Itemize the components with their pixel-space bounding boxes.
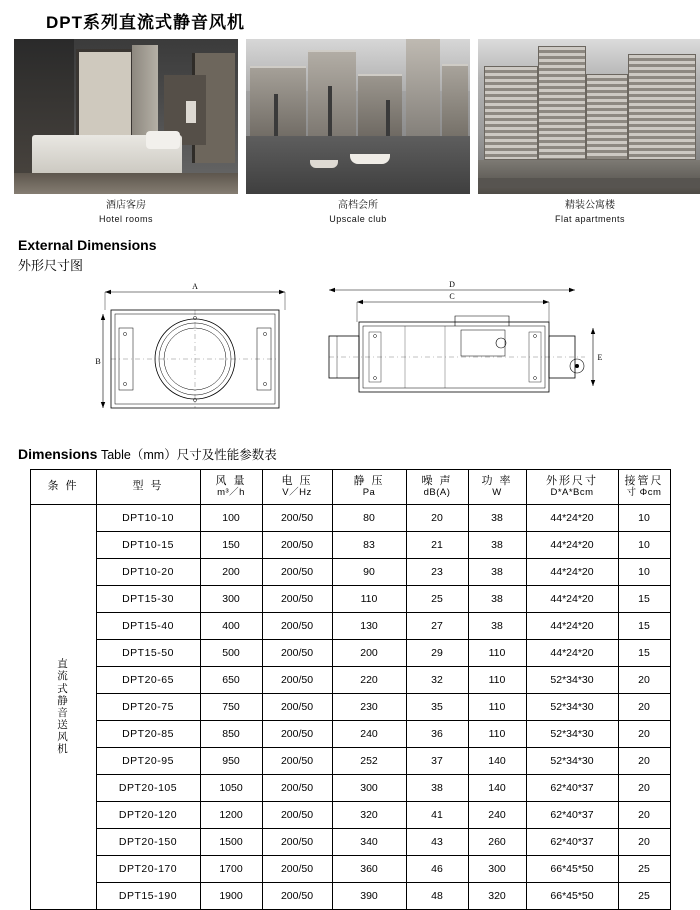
front-view-svg (95, 280, 295, 430)
cell-voltage: 200/50 (262, 720, 332, 747)
cell-voltage: 200/50 (262, 531, 332, 558)
cell-pipe-size: 25 (618, 855, 670, 882)
cell-model: DPT10-20 (96, 558, 200, 585)
photo-strip (14, 39, 686, 225)
cell-noise: 41 (406, 801, 468, 828)
photo-caption-cn: 酒店客房 (106, 200, 146, 211)
cell-voltage: 200/50 (262, 612, 332, 639)
cell-static-pressure: 320 (332, 801, 406, 828)
table-row (30, 882, 670, 909)
cell-model: DPT20-65 (96, 666, 200, 693)
cell-airflow: 950 (200, 747, 262, 774)
th-voltage: 电 压 V／Hz (262, 469, 332, 504)
cell-outer-size: 44*24*20 (526, 612, 618, 639)
th-condition: 条 件 (30, 469, 96, 504)
cell-voltage: 200/50 (262, 693, 332, 720)
cell-static-pressure: 90 (332, 558, 406, 585)
cell-pipe-size: 20 (618, 666, 670, 693)
table-row (30, 747, 670, 774)
cell-model: DPT15-40 (96, 612, 200, 639)
table-row (30, 774, 670, 801)
cell-static-pressure: 300 (332, 774, 406, 801)
table-row (30, 585, 670, 612)
table-row (30, 693, 670, 720)
table-row (30, 531, 670, 558)
cell-static-pressure: 83 (332, 531, 406, 558)
cell-airflow: 300 (200, 585, 262, 612)
cell-outer-size: 62*40*37 (526, 801, 618, 828)
cell-voltage: 200/50 (262, 666, 332, 693)
photo-caption-cn: 精装公寓楼 (565, 200, 615, 211)
photo-caption-en: Flat apartments (554, 213, 626, 224)
cell-airflow: 750 (200, 693, 262, 720)
cell-outer-size: 52*34*30 (526, 747, 618, 774)
cell-power: 260 (468, 828, 526, 855)
table-row (30, 828, 670, 855)
table-header-row (30, 469, 670, 504)
cell-static-pressure: 80 (332, 504, 406, 531)
cell-power: 38 (468, 612, 526, 639)
photo-caption-flat-apartments (478, 199, 700, 225)
cell-power: 38 (468, 585, 526, 612)
condition-label-char: 式 (57, 682, 69, 695)
cell-pipe-size: 10 (618, 531, 670, 558)
dimension-label-e: E (597, 352, 603, 362)
table-row (30, 855, 670, 882)
th-airflow: 风 量 m³／h (200, 469, 262, 504)
cell-voltage: 200/50 (262, 801, 332, 828)
cell-noise: 38 (406, 774, 468, 801)
cell-outer-size: 44*24*20 (526, 639, 618, 666)
table-row (30, 612, 670, 639)
cell-outer-size: 52*34*30 (526, 693, 618, 720)
cell-static-pressure: 360 (332, 855, 406, 882)
cell-voltage: 200/50 (262, 639, 332, 666)
photo-caption-upscale-club (246, 199, 470, 225)
photo-flat-apartments (478, 39, 700, 194)
th-static-pressure: 静 压 Pa (332, 469, 406, 504)
cell-outer-size: 44*24*20 (526, 531, 618, 558)
cell-outer-size: 44*24*20 (526, 504, 618, 531)
side-view-svg (305, 280, 605, 430)
cell-noise: 21 (406, 531, 468, 558)
cell-static-pressure: 110 (332, 585, 406, 612)
table-row (30, 639, 670, 666)
technical-drawings (14, 280, 686, 435)
photo-caption-en: Upscale club (329, 213, 387, 224)
cell-model: DPT20-120 (96, 801, 200, 828)
dimensions-heading-table-word: Table (100, 447, 131, 462)
cell-noise: 43 (406, 828, 468, 855)
cell-pipe-size: 15 (618, 612, 670, 639)
photo-hotel-rooms (14, 39, 238, 194)
dimensions-heading-en: Dimensions (18, 445, 98, 462)
cell-power: 110 (468, 693, 526, 720)
dimensions-heading-unit: （mm） (130, 447, 177, 462)
cell-model: DPT10-10 (96, 504, 200, 531)
cell-power: 140 (468, 747, 526, 774)
external-dimensions-heading-cn: 外形尺寸图 (18, 257, 84, 273)
condition-label-char: 送 (57, 718, 69, 731)
cell-static-pressure: 252 (332, 747, 406, 774)
photo-caption-cn: 高档会所 (338, 200, 378, 211)
cell-pipe-size: 25 (618, 882, 670, 909)
cell-pipe-size: 15 (618, 639, 670, 666)
cell-pipe-size: 15 (618, 585, 670, 612)
cell-airflow: 500 (200, 639, 262, 666)
cell-airflow: 1200 (200, 801, 262, 828)
cell-static-pressure: 240 (332, 720, 406, 747)
condition-label-char: 静 (57, 694, 69, 707)
cell-power: 300 (468, 855, 526, 882)
cell-model: DPT10-15 (96, 531, 200, 558)
table-row (30, 558, 670, 585)
cell-pipe-size: 20 (618, 693, 670, 720)
dimensions-heading-cn: 尺寸及性能参数表 (176, 447, 277, 462)
cell-airflow: 200 (200, 558, 262, 585)
cell-airflow: 400 (200, 612, 262, 639)
cell-voltage: 200/50 (262, 504, 332, 531)
photo-cell-upscale-club (246, 39, 470, 225)
table-row (30, 801, 670, 828)
photo-cell-flat-apartments (478, 39, 700, 225)
cell-voltage: 200/50 (262, 558, 332, 585)
condition-label-cell (30, 504, 96, 909)
cell-outer-size: 44*24*20 (526, 558, 618, 585)
cell-noise: 25 (406, 585, 468, 612)
dimension-label-a: A (192, 281, 198, 291)
dimension-label-c: C (449, 291, 455, 301)
cell-airflow: 1050 (200, 774, 262, 801)
condition-label-char: 直 (57, 658, 69, 671)
cell-outer-size: 62*40*37 (526, 828, 618, 855)
th-power: 功 率 W (468, 469, 526, 504)
cell-airflow: 850 (200, 720, 262, 747)
cell-pipe-size: 10 (618, 504, 670, 531)
cell-static-pressure: 220 (332, 666, 406, 693)
cell-model: DPT15-50 (96, 639, 200, 666)
spec-table-body (30, 504, 670, 909)
cell-airflow: 1500 (200, 828, 262, 855)
cell-outer-size: 52*34*30 (526, 720, 618, 747)
cell-model: DPT20-105 (96, 774, 200, 801)
cell-outer-size: 66*45*50 (526, 855, 618, 882)
cell-static-pressure: 390 (332, 882, 406, 909)
cell-airflow: 1700 (200, 855, 262, 882)
cell-power: 110 (468, 666, 526, 693)
cell-model: DPT20-95 (96, 747, 200, 774)
cell-power: 240 (468, 801, 526, 828)
cell-pipe-size: 20 (618, 801, 670, 828)
cell-outer-size: 62*40*37 (526, 774, 618, 801)
condition-label-char: 风 (57, 730, 69, 743)
cell-model: DPT15-190 (96, 882, 200, 909)
cell-airflow: 1900 (200, 882, 262, 909)
cell-voltage: 200/50 (262, 882, 332, 909)
cell-airflow: 100 (200, 504, 262, 531)
cell-power: 38 (468, 531, 526, 558)
cell-model: DPT20-150 (96, 828, 200, 855)
cell-pipe-size: 20 (618, 747, 670, 774)
cell-model: DPT20-75 (96, 693, 200, 720)
cell-pipe-size: 20 (618, 774, 670, 801)
cell-power: 38 (468, 504, 526, 531)
cell-airflow: 650 (200, 666, 262, 693)
cell-static-pressure: 130 (332, 612, 406, 639)
cell-noise: 27 (406, 612, 468, 639)
th-noise: 噪 声 dB(A) (406, 469, 468, 504)
cell-static-pressure: 340 (332, 828, 406, 855)
th-outer-size: 外形尺寸 D*A*Bcm (526, 469, 618, 504)
cell-voltage: 200/50 (262, 747, 332, 774)
cell-noise: 32 (406, 666, 468, 693)
cell-outer-size: 66*45*50 (526, 882, 618, 909)
drawing-front-view (95, 280, 295, 435)
dimensions-table-heading (14, 445, 686, 463)
cell-power: 320 (468, 882, 526, 909)
cell-power: 110 (468, 639, 526, 666)
th-pipe-size: 接管尺 寸 Φcm (618, 469, 670, 504)
photo-caption-hotel-rooms (14, 199, 238, 225)
cell-static-pressure: 230 (332, 693, 406, 720)
cell-power: 38 (468, 558, 526, 585)
cell-outer-size: 44*24*20 (526, 585, 618, 612)
dimension-label-d: D (449, 279, 455, 289)
dimension-label-b: B (95, 356, 101, 366)
external-dimensions-heading-en: External Dimensions (18, 236, 157, 253)
photo-caption-en: Hotel rooms (98, 213, 153, 224)
cell-power: 110 (468, 720, 526, 747)
cell-voltage: 200/50 (262, 774, 332, 801)
cell-noise: 48 (406, 882, 468, 909)
cell-voltage: 200/50 (262, 855, 332, 882)
cell-power: 140 (468, 774, 526, 801)
photo-cell-hotel-rooms (14, 39, 238, 225)
photo-upscale-club (246, 39, 470, 194)
condition-label-char: 流 (57, 670, 69, 683)
cell-model: DPT20-170 (96, 855, 200, 882)
cell-noise: 37 (406, 747, 468, 774)
cell-static-pressure: 200 (332, 639, 406, 666)
cell-pipe-size: 20 (618, 828, 670, 855)
external-dimensions-heading (14, 237, 686, 274)
condition-label-char: 音 (57, 706, 69, 719)
cell-noise: 36 (406, 720, 468, 747)
cell-model: DPT20-85 (96, 720, 200, 747)
drawing-side-view (305, 280, 605, 435)
page-title: DPT系列直流式静音风机 (46, 13, 245, 32)
condition-label-char: 机 (57, 742, 69, 755)
cell-voltage: 200/50 (262, 828, 332, 855)
table-row (30, 666, 670, 693)
table-row (30, 504, 670, 531)
table-row (30, 720, 670, 747)
cell-noise: 46 (406, 855, 468, 882)
cell-outer-size: 52*34*30 (526, 666, 618, 693)
cell-pipe-size: 20 (618, 720, 670, 747)
cell-noise: 23 (406, 558, 468, 585)
th-model: 型 号 (96, 469, 200, 504)
cell-noise: 29 (406, 639, 468, 666)
spec-table (30, 469, 671, 910)
cell-voltage: 200/50 (262, 585, 332, 612)
cell-pipe-size: 10 (618, 558, 670, 585)
cell-noise: 20 (406, 504, 468, 531)
cell-model: DPT15-30 (96, 585, 200, 612)
cell-airflow: 150 (200, 531, 262, 558)
cell-noise: 35 (406, 693, 468, 720)
